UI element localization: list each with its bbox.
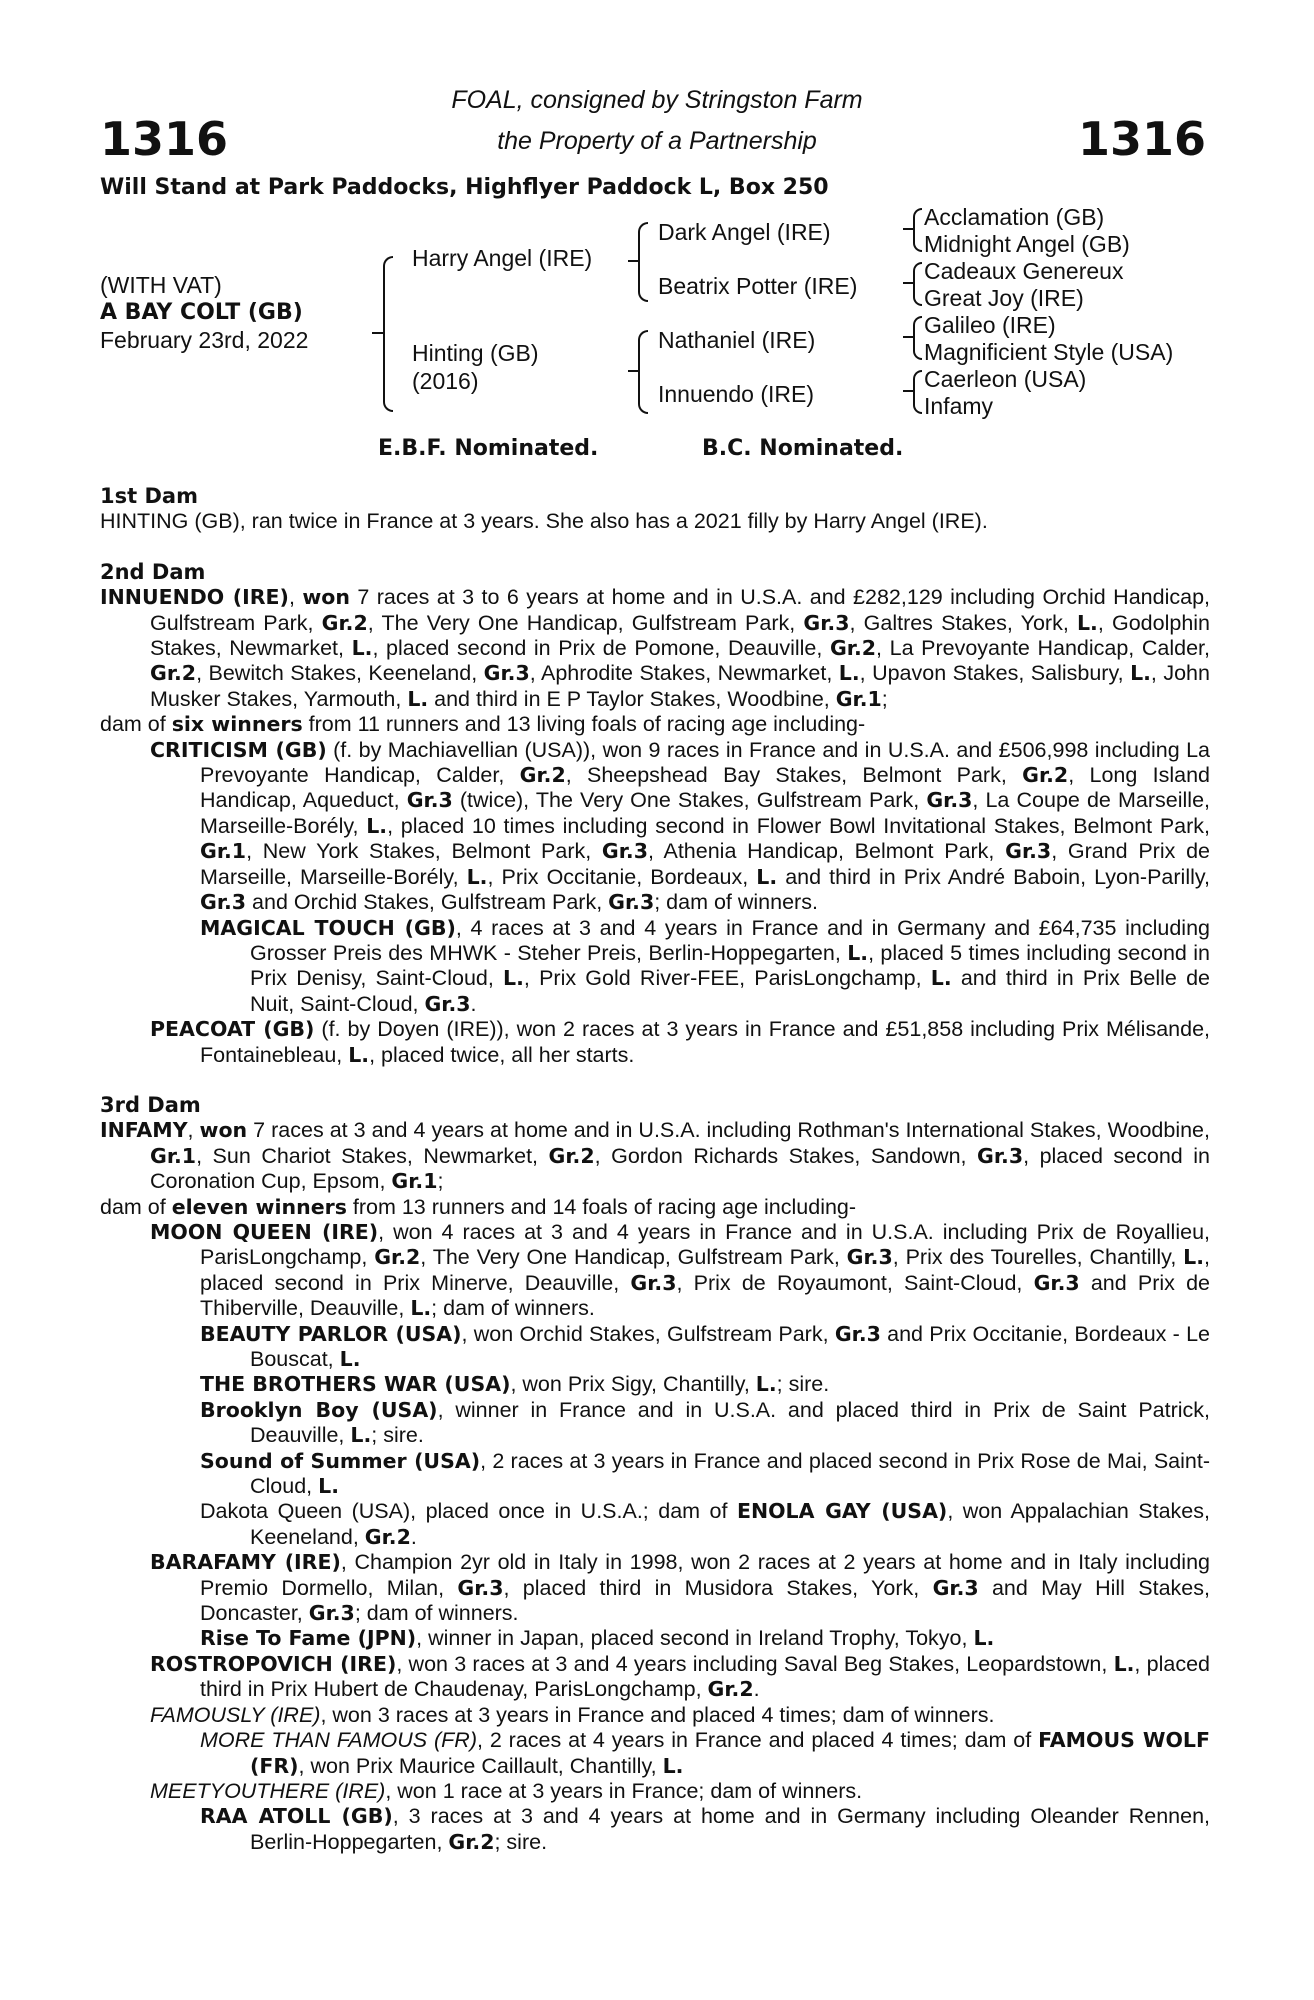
sire-brace [638, 222, 648, 302]
pedigree-brace [383, 256, 393, 412]
bc-nomination: B.C. Nominated. [702, 436, 904, 461]
g-brace-3-point [903, 336, 913, 338]
sire-brace-point [628, 260, 640, 262]
dam-brace-point [628, 370, 640, 372]
produce-rise-to-fame: Rise To Fame (JPN), winner in Japan, placed second in Ireland Trophy, Tokyo, L. [200, 1626, 995, 1651]
third-dam-produce-summary: dam of eleven winners from 13 runners and 14 foals of racing age including- [100, 1194, 857, 1219]
sire-sire: Dark Angel (IRE) [658, 219, 831, 245]
produce-more-than-famous: MORE THAN FAMOUS (FR), 2 races at 4 years in France and placed 4 times; dam of FAMOUS WOLF (FR), won Prix Maurice Caillault, Chantilly, L. [200, 1728, 1210, 1778]
dam-dam: Innuendo (IRE) [658, 381, 814, 407]
g-brace-2 [913, 262, 922, 306]
third-dam-heading: 3rd Dam [100, 1092, 201, 1117]
lot-number-right: 1316 [1077, 112, 1206, 166]
produce-dakota-queen: Dakota Queen (USA), placed once in U.S.A.; dam of ENOLA GAY (USA), won Appalachian Stakes, Keeneland, Gr.2. [200, 1499, 1210, 1549]
second-dam-paragraph: INNUENDO (IRE), won 7 races at 3 to 6 years at home and in U.S.A. and £282,129 including Orchid Handicap, Gulfstream Park, Gr.2, The Very One Handicap, Gulfstream Park, Gr.3, Galtres Stakes, York, L., Godolphin Stakes, Newmarket, L., placed second in Prix de Pomone, Deauville, Gr.2, La Prevoyante Handicap, Calder, Gr.2, Bewitch Stakes, Keeneland, Gr.3, Aphrodite Stakes, Newmarket, L., Upavon Stakes, Salisbury, L., John Musker Stakes, Yarmouth, L. and third in E P Taylor Stakes, Woodbine, Gr.1; [100, 585, 1211, 711]
produce-magical-touch: MAGICAL TOUCH (GB), 4 races at 3 and 4 years in France and in Germany and £64,735 including Grosser Preis des MHWK - Steher Preis, Berlin-Hoppegarten, L., placed 5 times including second in Prix Denisy, Saint-Cloud, L., Prix Gold River-FEE, ParisLongchamp, L. and third in Prix Belle de Nuit, Saint-Cloud, Gr.3. [200, 915, 1211, 1016]
dam-sire: Nathaniel (IRE) [658, 327, 816, 353]
consignor-line: FOAL, consigned by Stringston Farm [451, 86, 863, 114]
property-line: the Property of a Partnership [497, 127, 817, 155]
ggp-1: Acclamation (GB) [924, 204, 1105, 230]
ggp-6: Magnificient Style (USA) [924, 339, 1174, 365]
ggp-2: Midnight Angel (GB) [924, 231, 1130, 257]
horse-name: A BAY COLT (GB) [100, 300, 303, 325]
ggp-4: Great Joy (IRE) [924, 285, 1084, 311]
produce-the-brothers-war: THE BROTHERS WAR (USA), won Prix Sigy, Chantilly, L.; sire. [200, 1372, 830, 1397]
dam: Hinting (GB) [412, 340, 539, 366]
g-brace-4-point [903, 390, 913, 392]
second-dam-produce-summary: dam of six winners from 11 runners and 13 living foals of racing age including- [100, 712, 866, 737]
g-brace-3 [913, 316, 922, 360]
second-dam-heading: 2nd Dam [100, 559, 206, 584]
ggp-3: Cadeaux Genereux [924, 258, 1124, 284]
lot-number-left: 1316 [100, 112, 229, 166]
sire: Harry Angel (IRE) [412, 245, 593, 271]
g-brace-2-point [903, 282, 913, 284]
produce-meetyouthere: MEETYOUTHERE (IRE), won 1 race at 3 years in France; dam of winners. [150, 1778, 863, 1803]
ggp-5: Galileo (IRE) [924, 312, 1056, 338]
produce-barafamy: BARAFAMY (IRE), Champion 2yr old in Italy in 1998, won 2 races at 2 years at home and in Italy including Premio Dormello, Milan, Gr.3, placed third in Musidora Stakes, York, Gr.3 and May Hill Stakes, Doncaster, Gr.3; dam of winners. [150, 1550, 1210, 1626]
produce-brooklyn-boy: Brooklyn Boy (USA), winner in France and in U.S.A. and placed third in Prix de Saint Patrick, Deauville, L.; sire. [200, 1397, 1210, 1448]
dam-brace [638, 330, 648, 414]
g-brace-4 [913, 370, 922, 414]
stabling-location: Will Stand at Park Paddocks, Highflyer Paddock L, Box 250 [100, 175, 829, 200]
ggp-7: Caerleon (USA) [924, 366, 1087, 392]
produce-moon-queen: MOON QUEEN (IRE), won 4 races at 3 and 4 years in France and in U.S.A. including Prix de Royallieu, ParisLongchamp, Gr.2, The Very One Handicap, Gulfstream Park, Gr.3, Prix des Tourelles, Chantilly, L., placed second in Prix Minerve, Deauville, Gr.3, Prix de Royaumont, Saint-Cloud, Gr.3 and Prix de Thiberville, Deauville, L.; dam of winners. [150, 1219, 1211, 1321]
dam-line-text [100, 484, 1210, 1855]
produce-sound-of-summer: Sound of Summer (USA), 2 races at 3 years in France and placed second in Prix Rose de Mai, Saint-Cloud, L. [200, 1448, 1211, 1499]
produce-rostropovich: ROSTROPOVICH (IRE), won 3 races at 3 and 4 years including Saval Beg Stakes, Leopardstown, L., placed third in Prix Hubert de Chaudenay, ParisLongchamp, Gr.2. [150, 1651, 1210, 1702]
foaling-date: February 23rd, 2022 [100, 327, 309, 353]
pedigree-brace-point [372, 332, 384, 334]
g-brace-1-point [903, 228, 913, 230]
first-dam-heading: 1st Dam [100, 484, 198, 508]
third-dam-paragraph: INFAMY, won 7 races at 3 and 4 years at home and in U.S.A. including Rothman's International Stakes, Woodbine, Gr.1, Sun Chariot Stakes, Newmarket, Gr.2, Gordon Richards Stakes, Sandown, Gr.3, placed second in Coronation Cup, Epsom, Gr.1; [100, 1118, 1211, 1194]
vat-note: (WITH VAT) [100, 272, 222, 298]
produce-famously: FAMOUSLY (IRE), won 3 races at 3 years in France and placed 4 times; dam of winners. [150, 1702, 995, 1727]
first-dam-paragraph: HINTING (GB), ran twice in France at 3 years. She also has a 2021 filly by Harry Angel (IRE). [100, 509, 988, 534]
ggp-8: Infamy [924, 393, 994, 419]
produce-peacoat: PEACOAT (GB) (f. by Doyen (IRE)), won 2 races at 3 years in France and £51,858 including Prix Mélisande, Fontainebleau, L., placed twice, all her starts. [150, 1017, 1210, 1067]
g-brace-1 [913, 208, 922, 252]
produce-beauty-parlor: BEAUTY PARLOR (USA), won Orchid Stakes, Gulfstream Park, Gr.3 and Prix Occitanie, Bordeaux - Le Bouscat, L. [200, 1321, 1211, 1371]
ebf-nomination: E.B.F. Nominated. [378, 436, 599, 461]
sire-dam: Beatrix Potter (IRE) [658, 273, 858, 299]
produce-criticism: CRITICISM (GB) (f. by Machiavellian (USA)), won 9 races in France and in U.S.A. and £506,998 including La Prevoyante Handicap, Calder, Gr.2, Sheepshead Bay Stakes, Belmont Park, Gr.2, Long Island Handicap, Aqueduct, Gr.3 (twice), The Very One Stakes, Gulfstream Park, Gr.3, La Coupe de Marseille, Marseille-Borély, L., placed 10 times including second in Flower Bowl Invitational Stakes, Belmont Park, Gr.1, New York Stakes, Belmont Park, Gr.3, Athenia Handicap, Belmont Park, Gr.3, Grand Prix de Marseille, Marseille-Borély, L., Prix Occitanie, Bordeaux, L. and third in Prix André Baboin, Lyon-Parilly, Gr.3 and Orchid Stakes, Gulfstream Park, Gr.3; dam of winners. [150, 737, 1211, 915]
produce-raa-atoll: RAA ATOLL (GB), 3 races at 3 and 4 years at home and in Germany including Oleander Rennen, Berlin-Hoppegarten, Gr.2; sire. [200, 1804, 1210, 1854]
dam-year: (2016) [412, 368, 479, 394]
